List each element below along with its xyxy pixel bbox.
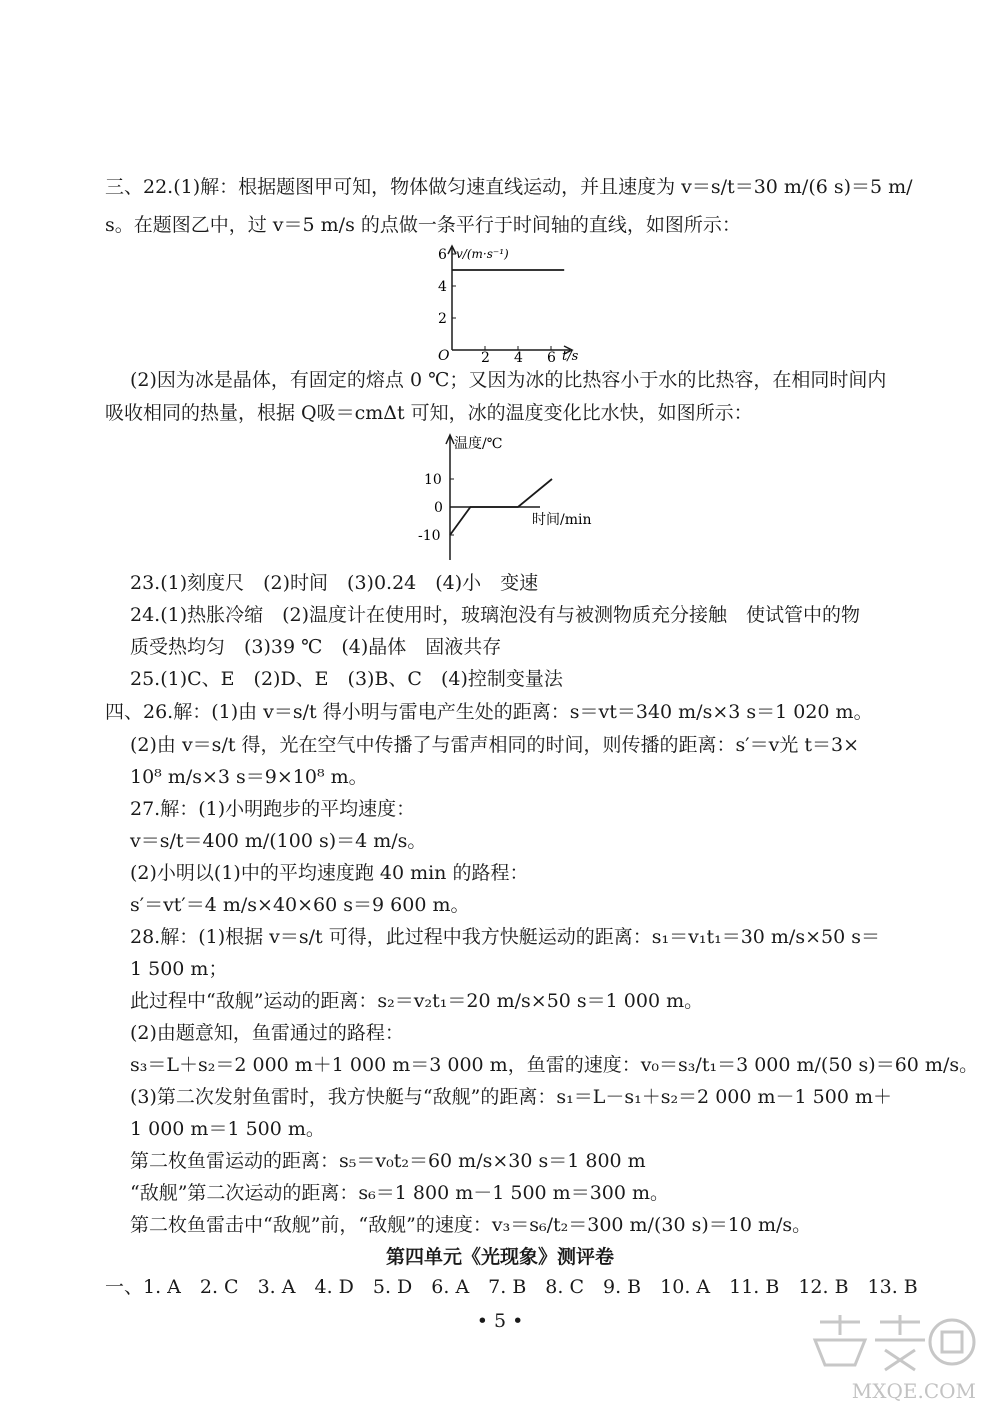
q24-answer-line1: 24.(1)热胀冷缩 (2)温度计在使用时，玻璃泡没有与被测物质充分接触 使试管中的物 xyxy=(130,604,861,626)
watermark-logo xyxy=(800,1310,980,1405)
q25-answer: 25.(1)C、E (2)D、E (3)B、C (4)控制变量法 xyxy=(130,668,563,690)
x-tick-label: 6 xyxy=(547,350,556,365)
q28-line8: 第二枚鱼雷运动的距离：s₅＝v₀t₂＝60 m/s×30 s＝1 800 m xyxy=(130,1150,646,1172)
watermark-text: MXQE.COM xyxy=(851,1379,976,1403)
temperature-time-chart xyxy=(410,430,620,565)
q22-part2-line2: 吸收相同的热量，根据 Q吸＝cmΔt 可知，冰的温度变化比水快，如图所示： xyxy=(105,402,753,424)
y-tick-label: 4 xyxy=(438,279,447,295)
q24-answer-line2: 质受热均匀 (3)39 ℃ (4)晶体 固液共存 xyxy=(130,636,502,658)
y-tick-label: 2 xyxy=(438,311,447,327)
q26-line1: 四、26.解：(1)由 v＝s/t 得小明与雷电产生处的距离：s＝vt＝340 m/s×3 s＝1 020 m。 xyxy=(105,701,873,723)
q22-part2-line1: (2)因为冰是晶体，有固定的熔点 0 ℃；又因为冰的比热容小于水的比热容，在相同时间内 xyxy=(130,369,887,391)
q26-line2: (2)由 v＝s/t 得，光在空气中传播了与雷声相同的时间，则传播的距离：s′＝v光 t＝3× xyxy=(130,734,859,756)
answer-key-line: 一、1. A 2. C 3. A 4. D 5. D 6. A 7. B 8. C 9. B 10. A 11. B 12. B 13. B xyxy=(105,1276,918,1298)
y-axis-label: 温度/℃ xyxy=(454,436,503,452)
q22-part1-line2: s。在题图乙中，过 v＝5 m/s 的点做一条平行于时间轴的直线，如图所示： xyxy=(105,214,741,236)
y-tick-label: 10 xyxy=(424,472,442,488)
q27-line1: 27.解：(1)小明跑步的平均速度： xyxy=(130,798,416,820)
q28-line7: 1 000 m＝1 500 m。 xyxy=(130,1118,325,1140)
y-tick-label: 0 xyxy=(434,500,443,516)
x-axis-label: t/s xyxy=(562,349,579,364)
q28-line2: 1 500 m； xyxy=(130,958,228,980)
q27-line2: v＝s/t＝400 m/(100 s)＝4 m/s。 xyxy=(130,830,427,852)
q28-line3: 此过程中“敌舰”运动的距离：s₂＝v₂t₁＝20 m/s×50 s＝1 000 m。 xyxy=(130,990,704,1012)
q28-line6: (3)第二次发射鱼雷时，我方快艇与“敌舰”的距离：s₁＝L－s₁＋s₂＝2 000 m－1 500 m＋ xyxy=(130,1086,892,1108)
x-tick-label: 4 xyxy=(514,350,523,365)
q27-line3: (2)小明以(1)中的平均速度跑 40 min 的路程： xyxy=(130,862,529,884)
velocity-time-chart xyxy=(420,240,610,365)
y-axis-label: v/(m·s⁻¹) xyxy=(456,247,509,261)
section-heading: 第四单元《光现象》测评卷 xyxy=(385,1246,614,1268)
y-tick-label: -10 xyxy=(418,528,441,544)
q28-line10: 第二枚鱼雷击中“敌舰”前，“敌舰”的速度：v₃＝s₆/t₂＝300 m/(30 s)＝10 m/s。 xyxy=(130,1214,812,1236)
x-axis-label: 时间/min xyxy=(532,512,592,528)
q28-line5: s₃＝L＋s₂＝2 000 m＋1 000 m＝3 000 m，鱼雷的速度：v₀＝s₃/t₁＝3 000 m/(50 s)＝60 m/s。 xyxy=(130,1054,979,1076)
origin-label: O xyxy=(438,348,450,364)
q28-line1: 28.解：(1)根据 v＝s/t 可得，此过程中我方快艇运动的距离：s₁＝v₁t₁＝30 m/s×50 s＝ xyxy=(130,926,880,948)
q23-answer: 23.(1)刻度尺 (2)时间 (3)0.24 (4)小 变速 xyxy=(130,572,539,594)
page-number: • 5 • xyxy=(476,1310,524,1332)
x-tick-label: 2 xyxy=(481,350,490,365)
q28-line4: (2)由题意知，鱼雷通过的路程： xyxy=(130,1022,404,1044)
q28-line9: “敌舰”第二次运动的距离：s₆＝1 800 m－1 500 m＝300 m。 xyxy=(130,1182,670,1204)
q26-line3: 10⁸ m/s×3 s＝9×10⁸ m。 xyxy=(130,766,368,788)
y-tick-label: 6 xyxy=(438,247,447,263)
q27-line4: s′＝vt′＝4 m/s×40×60 s＝9 600 m。 xyxy=(130,894,470,916)
q22-part1-line1: 三、22.(1)解：根据题图甲可知，物体做匀速直线运动，并且速度为 v＝s/t＝30 m/(6 s)＝5 m/ xyxy=(105,176,913,198)
